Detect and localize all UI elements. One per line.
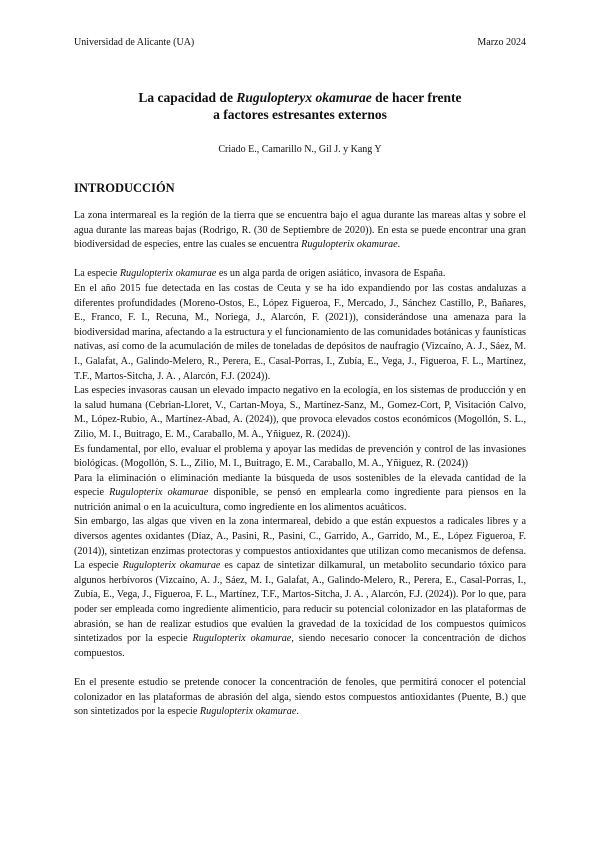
paragraph-3: En el año 2015 fue detectada en las costas de Ceuta y se ha ido expandiendo por las costas andaluzas a diferentes profundidades (Moreno-Ostos, E., López Figueroa, F., Mercado, J., Sánchez Castillo, P., Bañares, E., Franco, F. I., Recuna, M., Noriega, J., Alarcón, F. (2021)), considerándose una amenaza para la biodiversidad marina, afectando a la estructura y el funcionamiento de las comunidades botánicas y faunísticas nativas, así como de la acumulación de miles de toneladas de depósitos de naufragio (Vizcaíno, A. J., Sáez, M. I., Galafat, A., Galindo-Melero, R., Perera, E., Casal-Porras, I., Zubía, E., Vega, J., Figueroa, F. L., Martínez, T.F., Martos-Sitcha, J. A. , Alarcón, F.J. (2024)). (74, 282, 526, 382)
header-institution: Universidad de Alicante (UA) (74, 37, 195, 48)
section-heading: INTRODUCCIÓN (74, 181, 175, 195)
paragraph-5: Es fundamental, por ello, evaluar el problema y apoyar las medidas de prevención y control de las invasiones biológicas. (Mogollón, S. L., Zilio, M. I., Buitrago, E. M., Caraballo, M. A., Yñiguez, R. (2024)) (74, 443, 526, 470)
paragraph-8: En el presente estudio se pretende conocer la concentración de fenoles, que permitirá conocer el potencial colonizador en las plataformas de abrasión del alga, siendo estos compuestos antioxidantes (Puente, B.) que son sintetizados por la especie Rugulopterix okamurae. (74, 677, 526, 718)
paper-title (60, 89, 540, 123)
title-line-2: a factores estresantes externos (213, 107, 387, 122)
body-text (74, 209, 526, 720)
header-date: Marzo 2024 (477, 37, 526, 48)
paragraph-6: Para la eliminación o eliminación mediante la búsqueda de usos sostenibles de la elevada cantidad de la especie Rugulopterix okamurae disponible, se pensó en emplearla como ingrediente para piensos en la nutrición animal o en la acuicultura, como ingrediente en los alimentos acuáticos. (74, 472, 526, 513)
paragraph-7: Sin embargo, las algas que viven en la zona intermareal, debido a que están expuestos a radicales libres y a diversos agentes oxidantes (Díaz, A., Pasini, R., Pasini, C., Garrido, A., Garrido, M., E., López Figueroa, F. (2014)), sintetizan enzimas protectoras y compuestos antioxidantes que utilizan como mecanismos de defensa. La especie Rugulopterix okamurae es capaz de sintetizar dilkamural, un metabolito secundario tóxico para algunos herbívoros (Vizcaíno, A. J., Sáez, M. I., Galafat, A., Galindo-Melero, R., Perera, E., Casal-Porras, I., Zubía, E., Vega, J., Figueroa, F. L., Martínez, T.F., Martos-Sitcha, J. A. , Alarcón, F.J. (2024)). Por lo que, para poder ser empleada como ingrediente alimenticio, para reducir su potencial colonizador en las plataformas de abrasión, se han de realizar estudios que evalúen la gravedad de la toxicidad de los compuestos químicos sintetizados por la especie Rugulopterix okamurae, siendo necesario conocer la concentración de dichos compuestos. (74, 516, 526, 659)
title-species: Rugulopteryx okamurae (236, 90, 372, 105)
paragraph-1: La zona intermareal es la región de la tierra que se encuentra bajo el agua durante las mareas altas y sobre el agua durante las mareas bajas (Rodrigo, R. (30 de Septiembre de 2020)). En esta se puede encontrar una gran biodiversidad de especies, entre las cuales se encuentra Rugulopterix okamurae. (74, 210, 526, 251)
title-line-1: La capacidad de Rugulopteryx okamurae de hacer frente (138, 90, 462, 105)
paragraph-4: Las especies invasoras causan un elevado impacto negativo en la ecología, en los sistemas de producción y en la salud humana (Cebrian-Lloret, V., Cartan-Moya, S., Martínez-Sanz, M., Gomez-Cort, P, Visitación Calvo, M., López-Rubio, A., Martínez-Abad, A. (2024)), que provoca elevados costos económicos (Mogollón, S. L., Zilio, M. I., Buitrago, E. M., Caraballo, M. A., Yñiguez, R. (2024)). (74, 385, 526, 440)
paragraph-2: La especie Rugulopterix okamurae es un alga parda de origen asiático, invasora de España. (74, 268, 446, 280)
authors: Criado E., Camarillo N., Gil J. y Kang Y (218, 144, 382, 155)
